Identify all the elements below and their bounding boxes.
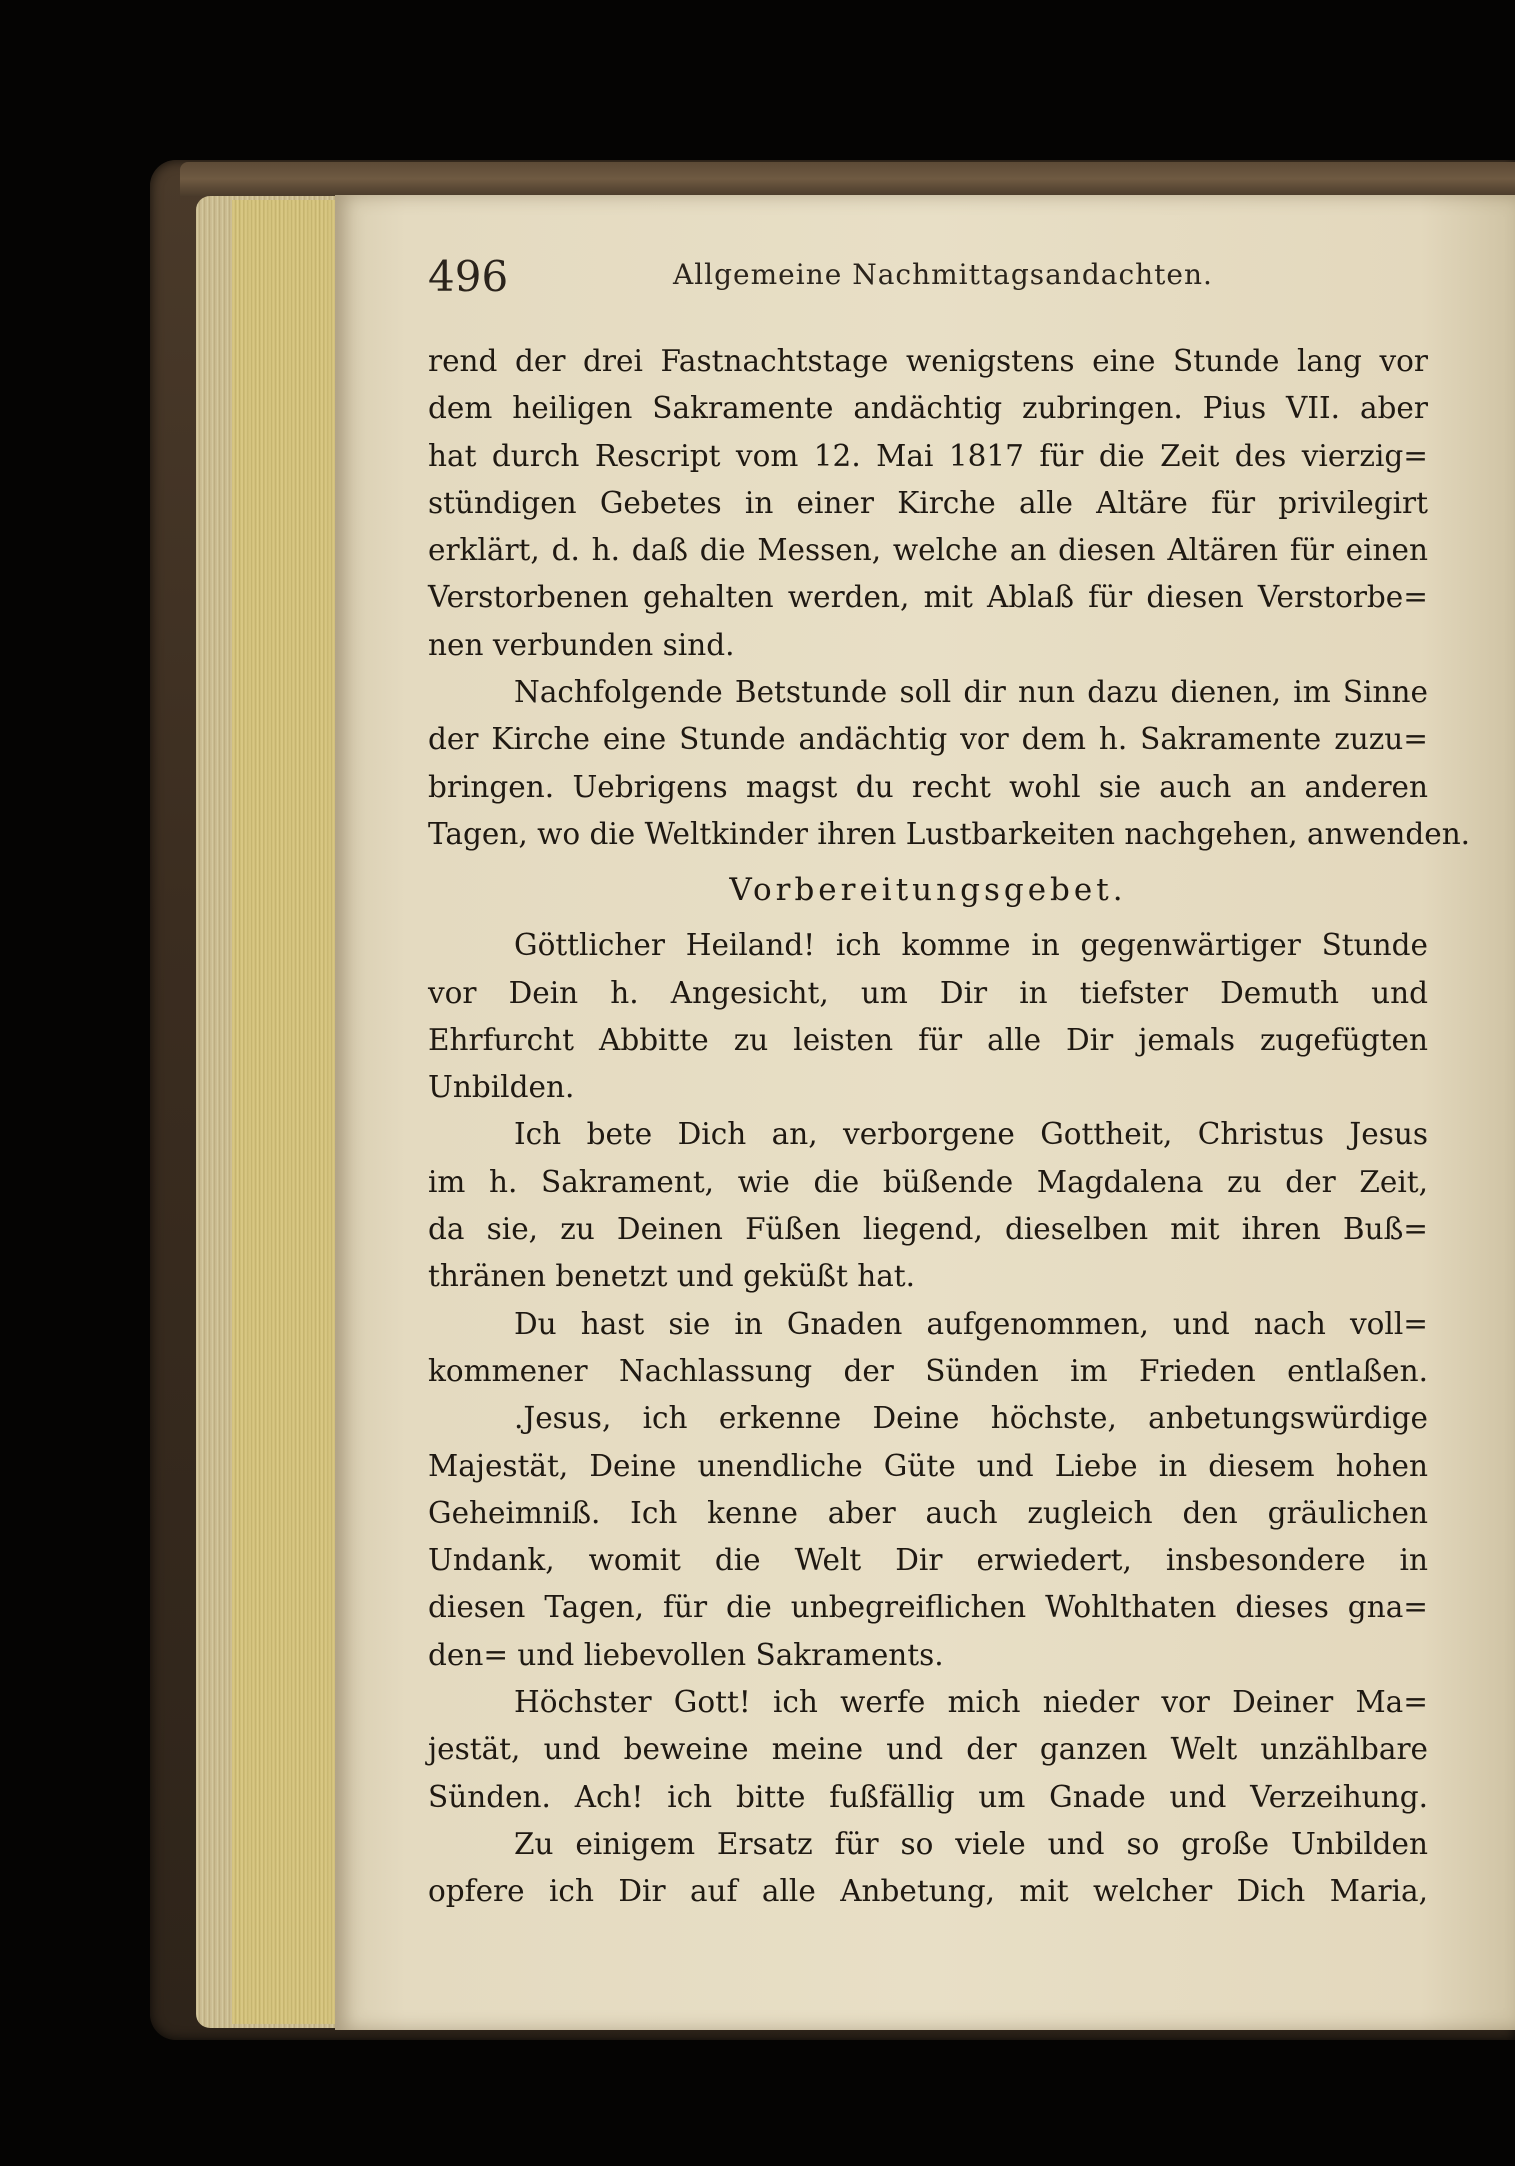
section-heading: Vorbereitungsgebet. [729, 872, 1127, 909]
text-line: bringen. Uebrigens magst du recht wohl sie auch an anderen [428, 769, 1428, 804]
text-line: dem heiligen Sakramente andächtig zubringen. Pius VII. aber [428, 391, 1428, 426]
text-line: rend der drei Fastnachtstage wenigstens eine Stunde lang vor [428, 344, 1428, 378]
text-line: im h. Sakrament, wie die büßende Magdalena zu der Zeit, [428, 1164, 1428, 1199]
text-line: nen verbunden sind. [428, 627, 735, 662]
text-line: der Kirche eine Stunde andächtig vor dem h. Sakramente zuzu= [428, 722, 1428, 757]
text-line: Ehrfurcht Abbitte zu leisten für alle Dir jemals zugefügten [428, 1022, 1428, 1057]
text-line: Nachfolgende Betstunde soll dir nun dazu dienen, im Sinne [514, 675, 1428, 710]
text-line: stündigen Gebetes in einer Kirche alle Altäre für privilegirt [428, 485, 1428, 520]
text-line: Unbilden. [428, 1070, 575, 1105]
text-line: diesen Tagen, für die unbegreiflichen Wohlthaten dieses gna= [428, 1590, 1428, 1625]
text-line: thränen benetzt und geküßt hat. [428, 1259, 916, 1294]
text-line: Verstorbenen gehalten werden, mit Ablaß für diesen Verstorbe= [428, 580, 1428, 615]
running-head-title: Allgemeine Nachmittagsandachten. [673, 258, 1213, 291]
text-line: Geheimniß. Ich kenne aber auch zugleich den gräulichen [428, 1495, 1428, 1530]
text-line: Tagen, wo die Weltkinder ihren Lustbarkeiten nachgehen, anwenden. [428, 816, 1471, 851]
page-number: 496 [428, 252, 509, 301]
text-line: hat durch Rescript vom 12. Mai 1817 für die Zeit des vierzig= [428, 438, 1428, 473]
text-line: Du hast sie in Gnaden aufgenommen, und nach voll= [514, 1306, 1428, 1341]
text-line: Ich bete Dich an, verborgene Gottheit, Christus Jesus [514, 1117, 1428, 1152]
text-line: Sünden. Ach! ich bitte fußfällig um Gnade und Verzeihung. [428, 1779, 1428, 1814]
prayer-paragraphs [428, 922, 1428, 1915]
text-line: Höchster Gott! ich werfe mich nieder vor Deiner Ma= [514, 1685, 1428, 1720]
running-head [428, 252, 1408, 312]
text-line: Göttlicher Heiland! ich komme in gegenwärtiger Stunde [514, 928, 1428, 963]
text-line: jestät, und beweine meine und der ganzen Welt unzählbare [428, 1732, 1428, 1767]
text-line: erklärt, d. h. daß die Messen, welche an diesen Altären für einen [428, 533, 1428, 568]
text-line: Zu einigem Ersatz für so viele und so große Unbilden [514, 1826, 1428, 1861]
gilt-page-edges [232, 200, 336, 2024]
book-spine-top [180, 162, 1515, 196]
text-line: opfere ich Dir auf alle Anbetung, mit welcher Dich Maria, [428, 1874, 1428, 1909]
text-line: Undank, womit die Welt Dir erwiedert, insbesondere in [428, 1543, 1428, 1578]
text-line: vor Dein h. Angesicht, um Dir in tiefster Demuth und [428, 975, 1428, 1010]
text-line: da sie, zu Deinen Füßen liegend, dieselben mit ihren Buß= [428, 1212, 1428, 1247]
text-line: .Jesus, ich erkenne Deine höchste, anbetungswürdige [514, 1401, 1428, 1436]
text-line: Majestät, Deine unendliche Güte und Liebe in diesem hohen [428, 1448, 1428, 1483]
text-line: den= und liebevollen Sakraments. [428, 1637, 944, 1672]
page-text [428, 338, 1471, 1916]
intro-paragraphs [428, 338, 1471, 858]
text-line: kommener Nachlassung der Sünden im Frieden entlaßen. [428, 1353, 1428, 1388]
